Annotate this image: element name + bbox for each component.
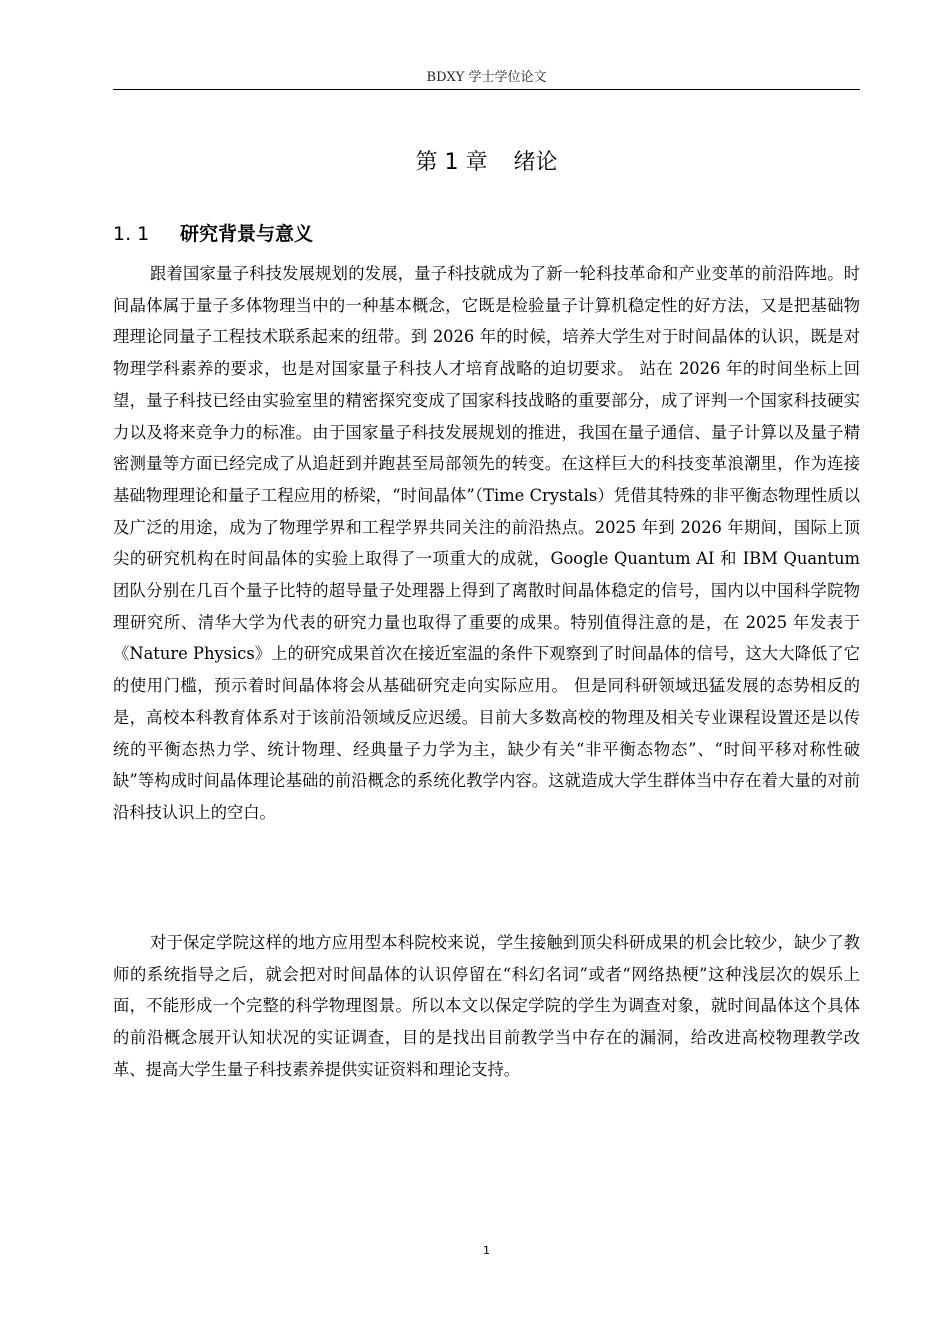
- section-heading: [113, 220, 860, 248]
- chapter-title: [113, 148, 860, 178]
- section-title: 研究背景与意义: [180, 223, 314, 245]
- page-number: 1: [483, 1244, 490, 1257]
- body-paragraph: 对于保定学院这样的地方应用型本科院校来说，学生接触到顶尖科研成果的机会比较少，缺少了教师的系统指导之后，就会把对时间晶体的认识停留在“科幻名词”或者“网络热梗”这种浅层次的娱乐上面，不能形成一个完整的科学物理图景。所以本文以保定学院的学生为调查对象，就时间晶体这个具体的前沿概念展开认知状况的实证调查，目的是找出目前教学当中存在的漏洞，给改进高校物理教学改革、提高大学生量子科技素养提供实证资料和理论支持。: [113, 933, 860, 1079]
- section-number: 1. 1: [113, 223, 150, 245]
- chapter-number: 第 1 章: [415, 150, 488, 175]
- header-rule: [113, 89, 860, 90]
- running-header: BDXY 学士学位论文: [426, 70, 547, 85]
- chapter-name: 绪论: [513, 150, 558, 175]
- body-paragraph: 跟着国家量子科技发展规划的发展，量子科技就成为了新一轮科技革命和产业变革的前沿阵地。时间晶体属于量子多体物理当中的一种基本概念，它既是检验量子计算机稳定性的好方法，又是把基础物理理论同量子工程技术联系起来的纽带。到 2026 年的时候，培养大学生对于时间晶体的认识，既是对物理学科素养的要求，也是对国家量子科技人才培育战略的迫切要求。 站在 2026 年的时间坐标上回望，量子科技已经由实验室里的精密探究变成了国家科技战略的重要部分，成了评判一个国家科技硬实力以及将来竞争力的标准。由于国家量子科技发展规划的推进，我国在量子通信、量子计算以及量子精密测量等方面已经完成了从追赶到并跑甚至局部领先的转变。在这样巨大的科技变革浪潮里，作为连接基础物理理论和量子工程应用的桥梁，“时间晶体”（Time Crystals）凭借其特殊的非平衡态物理性质以及广泛的用途，成为了物理学界和工程学界共同关注的前沿热点。2025 年到 2026 年期间，国际上顶尖的研究机构在时间晶体的实验上取得了一项重大的成就，Google Quantum AI 和 IBM Quantum 团队分别在几百个量子比特的超导量子处理器上得到了离散时间晶体稳定的信号，国内以中国科学院物理研究所、清华大学为代表的研究力量也取得了重要的成果。特别值得注意的是，在 2025 年发表于《Nature Physics》上的研究成果首次在接近室温的条件下观察到了时间晶体的信号，这大大降低了它的使用门槛，预示着时间晶体将会从基础研究走向实际应用。 但是同科研领域迅猛发展的态势相反的是，高校本科教育体系对于该前沿领域反应迟缓。目前大多数高校的物理及相关专业课程设置还是以传统的平衡态热力学、统计物理、经典量子力学为主，缺少有关“非平衡态物态”、“时间平移对称性破缺”等构成时间晶体理论基础的前沿概念的系统化教学内容。这就造成大学生群体当中存在着大量的对前沿科技认识上的空白。: [113, 264, 860, 822]
